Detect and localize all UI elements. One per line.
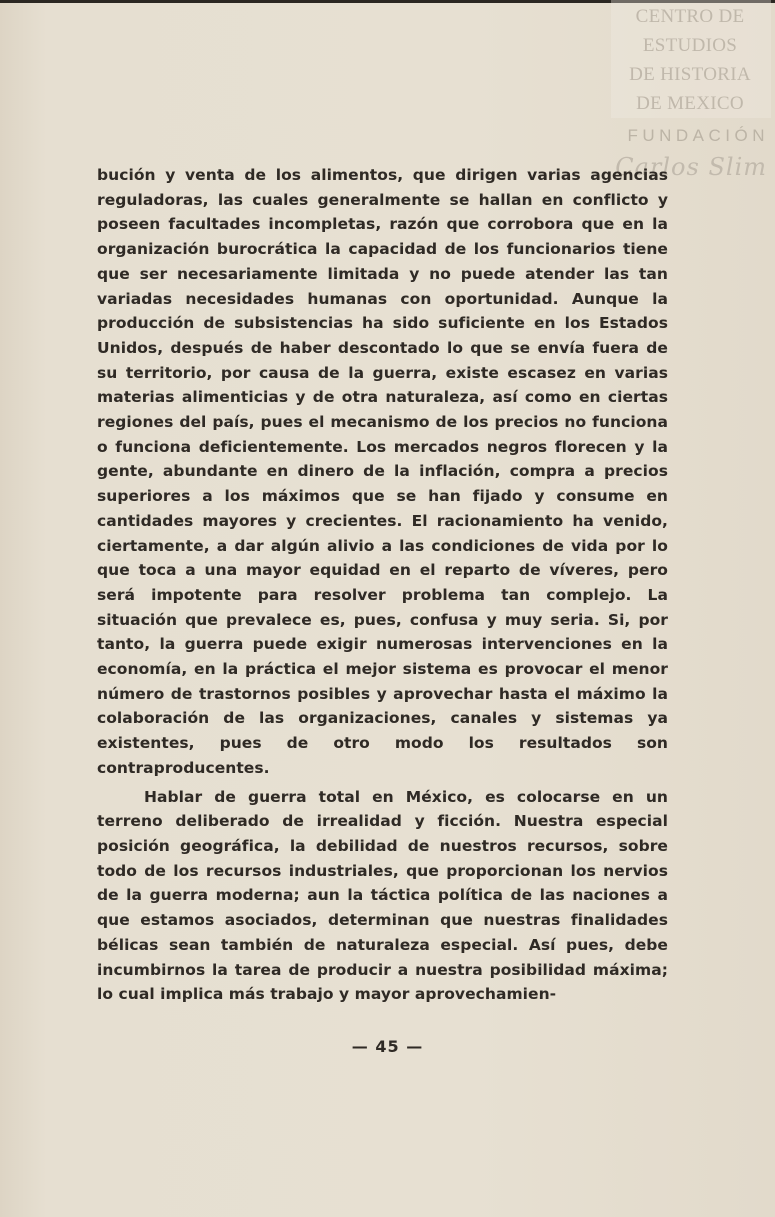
watermark-stamp [615,2,765,118]
body-text [97,163,668,1007]
watermark-line-1: CENTRO DE [635,6,745,27]
paragraph-2: Hablar de guerra total en México, es colocarse en un terreno deliberado de irrealidad y ficción. Nuestra especial posición geográfica, la debilidad de nuestros recursos, sobre todo de los recursos industriales, que proporcionan los nervios de la guerra moderna; aun la táctica política de las naciones a que estamos asociados, determinan que nuestras finalidades bélicas sean también de naturaleza especial. Así pues, debe incumbirnos la tarea de producir a nuestra posibilidad máxima; lo cual implica más trabajo y mayor aprovechamien- [97,787,668,1004]
watermark-signature: Carlos Slim [615,153,767,181]
watermark-line-2: ESTUDIOS [642,35,738,56]
page-number: — 45 — [351,1037,424,1056]
watermark-line-4: DE MEXICO [636,93,744,114]
watermark-fundacion: FUNDACIÓN [627,126,769,145]
paragraph-1: bución y venta de los alimentos, que dirigen varias agencias reguladoras, las cuales generalmente se hallan en conflicto y poseen facultades incompletas, razón que corrobora que en la organización burocrática la capacidad de los funcionarios tiene que ser necesariamente limitada y no puede atender las tan variadas necesidades humanas con oportunidad. Aunque la producción de subsistencias ha sido suficiente en los Estados Unidos, después de haber descontado lo que se envía fuera de su territorio, por causa de la guerra, existe escasez en varias materias alimenticias y de otra naturaleza, así como en ciertas regiones del país, pues el mecanismo de los precios no funciona o funciona deficientemente. Los mercados negros florecen y la gente, abundante en dinero de la inflación, compra a precios superiores a los máximos que se han fijado y consume en cantidades mayores y crecientes. El racionamiento ha venido, ciertamente, a dar algún alivio a las condiciones de vida por lo que toca a una mayor equidad en el reparto de víveres, pero será impotente para resolver problema tan complejo. La situación que prevalece es, pues, confusa y muy seria. Si, por tanto, la guerra puede exigir numerosas intervenciones en la economía, en la práctica el mejor sistema es provocar el menor número de trastornos posibles y aprovechar hasta el máximo la colaboración de las organizaciones, canales y sistemas ya existentes, pues de otro modo los resultados son contraproducentes. [97,166,668,777]
watermark-line-3: DE HISTORIA [629,64,751,85]
